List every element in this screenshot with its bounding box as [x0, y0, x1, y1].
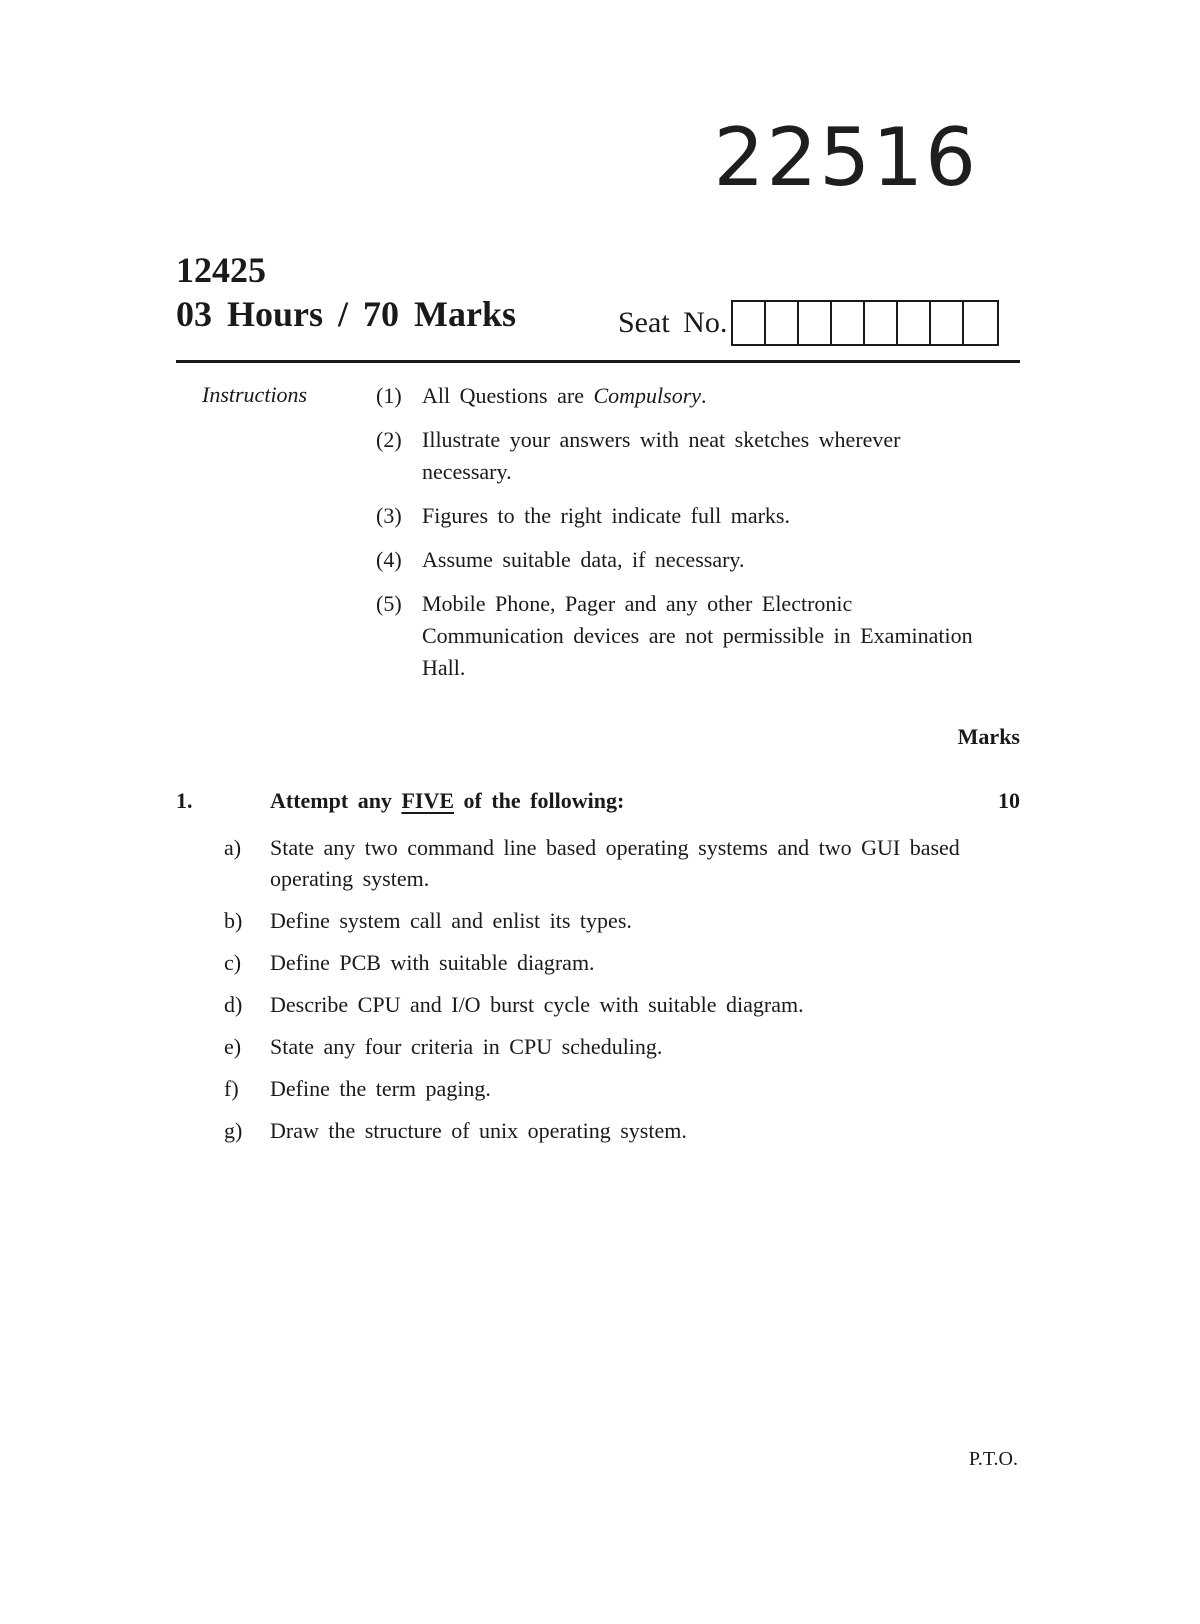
instruction-number: (5) [376, 591, 402, 616]
instruction-number: (3) [376, 503, 402, 528]
instruction-text: Assume suitable data, if necessary. [422, 547, 745, 572]
instructions-label: Instructions [202, 382, 308, 407]
seat-number-block [618, 300, 999, 346]
question-part [224, 989, 964, 1020]
instruction-text: Figures to the right indicate full marks. [422, 503, 790, 528]
seat-number-box[interactable] [865, 302, 898, 344]
question-title [270, 788, 624, 814]
instruction-text [422, 380, 996, 412]
question-number: 1. [176, 788, 193, 813]
paper-code: 12425 [176, 250, 266, 290]
part-label: g) [224, 1118, 243, 1143]
part-text: Define the term paging. [270, 1076, 491, 1101]
instruction-item [376, 500, 996, 532]
seat-number-box[interactable] [733, 302, 766, 344]
instruction-number: (4) [376, 547, 402, 572]
part-label: a) [224, 835, 242, 860]
question-part [224, 1073, 964, 1104]
question-marks: 10 [998, 788, 1020, 813]
question-part [224, 832, 964, 894]
seat-number-box[interactable] [766, 302, 799, 344]
instruction-item [376, 588, 996, 684]
part-label: d) [224, 992, 243, 1017]
question-title-emphasis: FIVE [401, 788, 454, 813]
instruction-item [376, 424, 996, 488]
instruction-number: (2) [376, 427, 402, 452]
seat-number-box[interactable] [964, 302, 997, 344]
question-part [224, 905, 964, 936]
seat-number-boxes [731, 300, 999, 346]
part-text: State any two command line based operating systems and two GUI based operating system. [270, 835, 960, 891]
question-part [224, 1031, 964, 1062]
question-part [224, 1115, 964, 1146]
subject-code: 22516 [713, 111, 978, 204]
part-label: b) [224, 908, 243, 933]
seat-number-box[interactable] [931, 302, 964, 344]
instruction-text-main: All Questions are [422, 383, 594, 408]
marks-heading: Marks [957, 724, 1020, 749]
instruction-emphasis: Compulsory [593, 383, 702, 408]
instruction-item [376, 380, 996, 412]
instruction-number: (1) [376, 383, 402, 408]
question-1-parts [224, 832, 964, 1157]
part-label: e) [224, 1034, 242, 1059]
question-title-suffix: of the following: [454, 788, 625, 813]
duration-marks: 03 Hours / 70 Marks [176, 294, 517, 334]
part-text: Define PCB with suitable diagram. [270, 950, 595, 975]
question-title-prefix: Attempt any [270, 788, 402, 813]
part-text: Draw the structure of unix operating system. [270, 1118, 687, 1143]
instructions-list [376, 380, 996, 696]
part-label: f) [224, 1076, 239, 1101]
part-text: State any four criteria in CPU scheduling. [270, 1034, 663, 1059]
instruction-text: Mobile Phone, Pager and any other Electronic Communication devices are not permissible in Examination Hall. [422, 591, 973, 680]
part-text: Describe CPU and I/O burst cycle with suitable diagram. [270, 992, 804, 1017]
seat-number-box[interactable] [832, 302, 865, 344]
question-part [224, 947, 964, 978]
part-text: Define system call and enlist its types. [270, 908, 632, 933]
instruction-text-tail: . [701, 383, 707, 408]
seat-number-box[interactable] [799, 302, 832, 344]
seat-number-box[interactable] [898, 302, 931, 344]
instruction-text: Illustrate your answers with neat sketches wherever necessary. [422, 427, 901, 484]
part-label: c) [224, 950, 242, 975]
seat-label: Seat No. [618, 306, 728, 339]
header-divider [176, 360, 1020, 363]
instruction-item [376, 544, 996, 576]
pto-marker: P.T.O. [968, 1448, 1018, 1470]
